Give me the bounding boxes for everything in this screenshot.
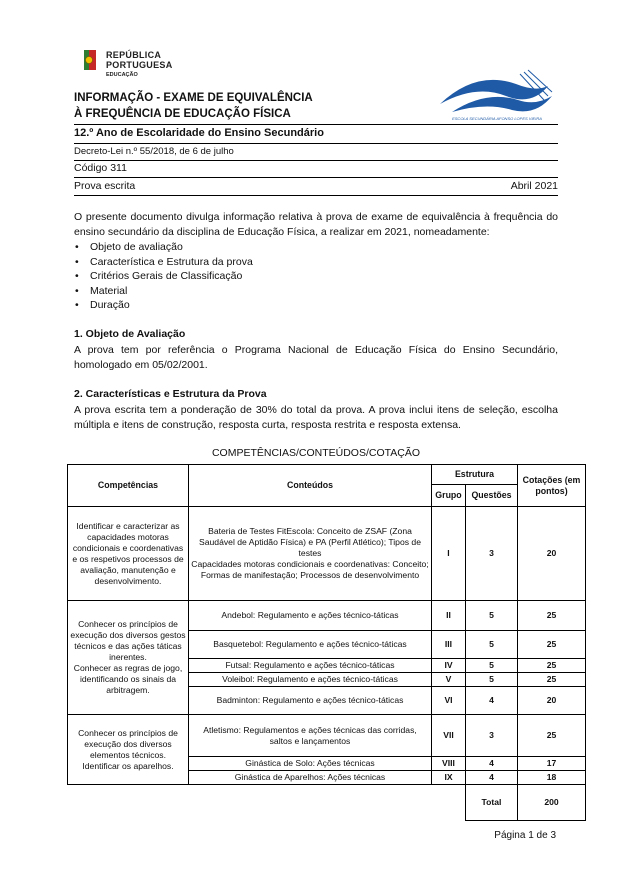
grupo-cell: I	[432, 507, 466, 601]
header-cotacoes: Cotações (em pontos)	[518, 465, 586, 507]
conteudo-cell: Andebol: Regulamento e ações técnico-táticas	[189, 601, 432, 631]
coat-of-arms-icon	[84, 50, 96, 70]
government-line-2: PORTUGUESA	[106, 60, 173, 70]
header-grupo: Grupo	[432, 485, 466, 507]
list-item: • Material	[74, 284, 253, 299]
cotacao-cell: 25	[518, 631, 586, 659]
conteudo-cell: Atletismo: Regulamentos e ações técnicas das corridas, saltos e lançamentos	[189, 715, 432, 757]
divider	[74, 143, 558, 144]
list-item: • Critérios Gerais de Classificação	[74, 269, 253, 284]
grupo-cell: VIII	[432, 757, 466, 771]
header-competencias: Competências	[68, 465, 189, 507]
grupo-cell: VII	[432, 715, 466, 757]
title-line-2: À FREQUÊNCIA DE EDUCAÇÃO FÍSICA	[74, 108, 291, 120]
table-row	[68, 715, 586, 757]
cotacao-cell: 25	[518, 715, 586, 757]
divider	[74, 177, 558, 178]
questoes-cell: 5	[466, 631, 518, 659]
questoes-cell: 3	[466, 715, 518, 757]
cotacao-cell: 25	[518, 601, 586, 631]
grupo-cell: IX	[432, 771, 466, 785]
cotacao-cell: 18	[518, 771, 586, 785]
header-conteudos: Conteúdos	[189, 465, 432, 507]
decree-reference: Decreto-Lei n.º 55/2018, de 6 de julho	[74, 146, 234, 157]
questoes-cell: 4	[466, 771, 518, 785]
questoes-cell: 5	[466, 601, 518, 631]
page-number: Página 1 de 3	[494, 830, 556, 841]
table-row	[68, 601, 586, 631]
list-item: • Objeto de avaliação	[74, 240, 253, 255]
questoes-cell: 4	[466, 687, 518, 715]
grupo-cell: VI	[432, 687, 466, 715]
questoes-cell: 4	[466, 757, 518, 771]
conteudo-cell: Ginástica de Aparelhos: Ações técnicas	[189, 771, 432, 785]
exam-date: Abril 2021	[510, 180, 558, 192]
divider	[74, 124, 558, 125]
total-value: 200	[518, 785, 586, 821]
section-2-heading: 2. Características e Estrutura da Prova	[74, 388, 267, 400]
cotacao-cell: 20	[518, 507, 586, 601]
competencia-cell: Identificar e caracterizar as capacidades motoras condicionais e coordenativas e os respetivos processos de avaliação, manutenção e desenvolvimento.	[68, 507, 189, 601]
exam-code: Código 311	[74, 162, 127, 174]
table-title: COMPETÊNCIAS/CONTEÚDOS/COTAÇÃO	[211, 447, 421, 459]
school-name: ESCOLA SECUNDÁRIA AFONSO LOPES VIEIRA	[452, 116, 542, 121]
conteudo-cell: Bateria de Testes FitEscola: Conceito de ZSAF (Zona Saudável de Aptidão Física) e PA (Perfil Atlético); Tipos de testes Capacidades motoras condicionais e coordenativas: Conceito; Formas de manifestação; Processos de desenvolvimento	[189, 507, 432, 601]
competencies-table	[67, 464, 586, 821]
total-label: Total	[466, 785, 518, 821]
cotacao-cell: 25	[518, 673, 586, 687]
school-year: 12.º Ano de Escolaridade do Ensino Secundário	[74, 127, 324, 139]
cotacao-cell: 17	[518, 757, 586, 771]
section-1-heading: 1. Objeto de Avaliação	[74, 328, 186, 340]
section-1-text: A prova tem por referência o Programa Nacional de Educação Física do Ensino Secundário, homologado em 05/02/2001.	[74, 344, 558, 371]
government-line-1: REPÚBLICA	[106, 50, 162, 60]
grupo-cell: II	[432, 601, 466, 631]
list-item: • Duração	[74, 298, 253, 313]
grupo-cell: V	[432, 673, 466, 687]
table-total-row	[68, 785, 586, 821]
title-line-1: INFORMAÇÃO - EXAME DE EQUIVALÊNCIA	[74, 92, 313, 104]
divider	[74, 195, 558, 196]
questoes-cell: 5	[466, 659, 518, 673]
table-row	[68, 507, 586, 601]
government-name	[106, 50, 173, 70]
conteudo-cell: Voleibol: Regulamento e ações técnico-táticas	[189, 673, 432, 687]
conteudo-cell: Basquetebol: Regulamento e ações técnico-táticas	[189, 631, 432, 659]
school-logo	[436, 66, 558, 124]
conteudo-cell: Badminton: Regulamento e ações técnico-táticas	[189, 687, 432, 715]
government-logo	[84, 50, 204, 82]
divider	[74, 160, 558, 161]
cotacao-cell: 20	[518, 687, 586, 715]
grupo-cell: III	[432, 631, 466, 659]
competencia-cell: Conhecer os princípios de execução dos diversos elementos técnicos. Identificar os aparelhos.	[68, 715, 189, 785]
competencia-cell: Conhecer os princípios de execução dos diversos gestos técnicos e das ações táticas inerentes. Conhecer as regras de jogo, identificando os sinais da arbitragem.	[68, 601, 189, 715]
document-title	[74, 90, 313, 122]
intro-paragraph: O presente documento divulga informação relativa à prova de exame de equivalência à frequência do ensino secundário da disciplina de Educação Física, a realizar em 2021, nomeadamente:	[74, 211, 558, 238]
section-2-text: A prova escrita tem a ponderação de 30% do total da prova. A prova inclui itens de seleção, escolha múltipla e itens de construção, resposta curta, resposta restrita e resposta extensa.	[74, 404, 558, 431]
header-estrutura: Estrutura	[432, 465, 518, 485]
ministry-label: EDUCAÇÃO	[106, 72, 138, 78]
list-item: • Característica e Estrutura da prova	[74, 255, 253, 270]
questoes-cell: 5	[466, 673, 518, 687]
conteudo-cell: Ginástica de Solo: Ações técnicas	[189, 757, 432, 771]
cotacao-cell: 25	[518, 659, 586, 673]
header-questoes: Questões	[466, 485, 518, 507]
exam-type: Prova escrita	[74, 180, 136, 192]
topics-list	[74, 240, 253, 313]
conteudo-cell: Futsal: Regulamento e ações técnico-táticas	[189, 659, 432, 673]
grupo-cell: IV	[432, 659, 466, 673]
questoes-cell: 3	[466, 507, 518, 601]
